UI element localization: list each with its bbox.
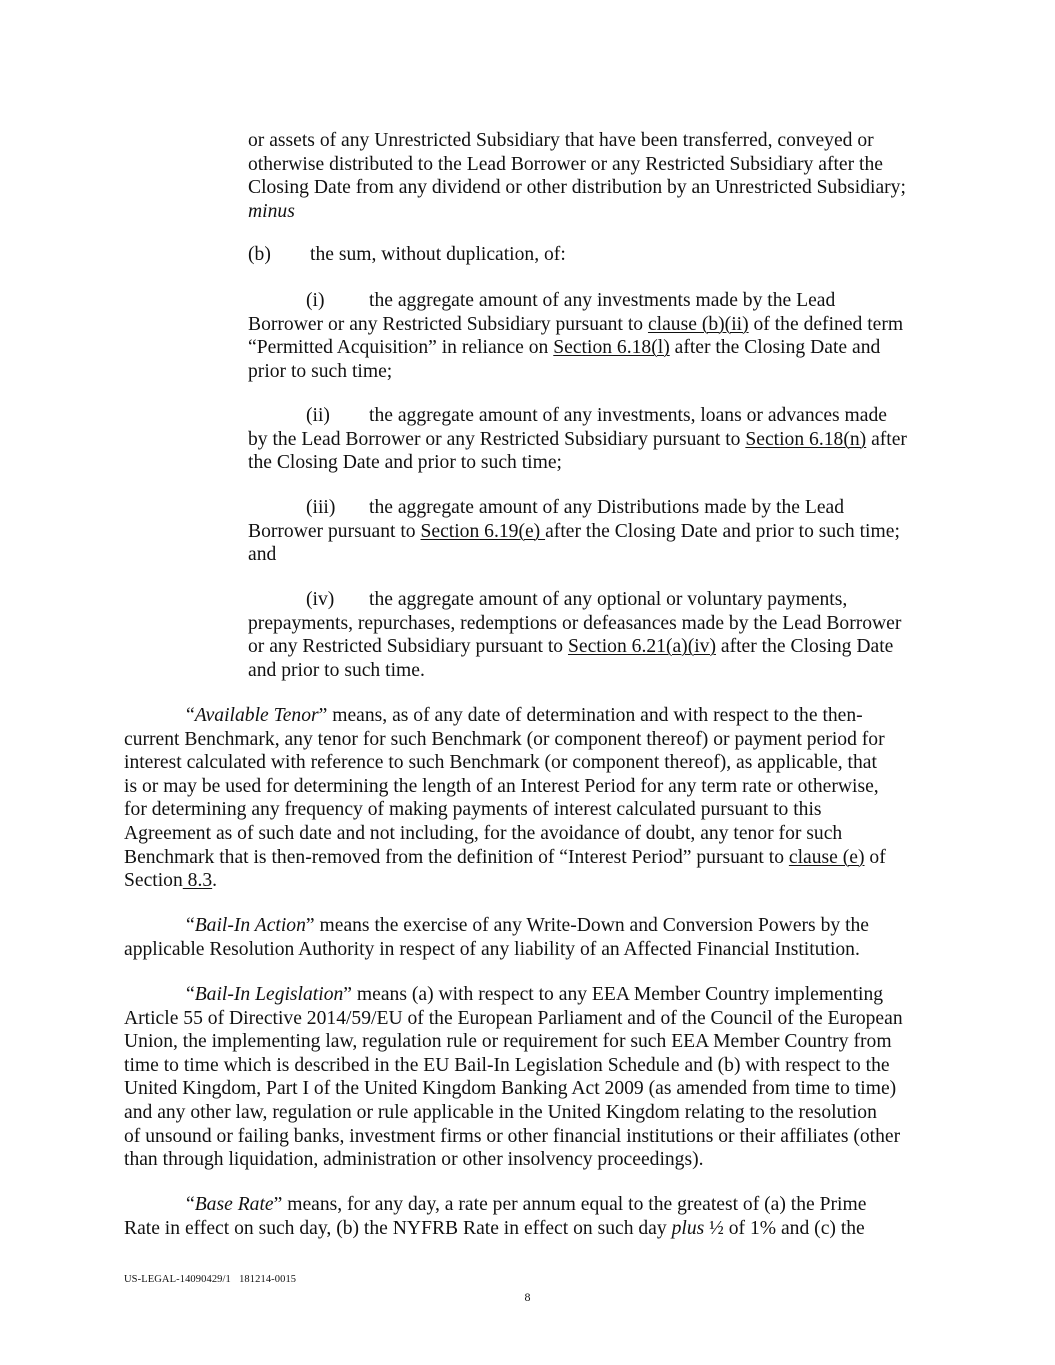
clause-b	[248, 243, 931, 267]
text-line: Closing Date from any dividend or other distribution by an Unrestricted Subsidiary;	[248, 177, 906, 199]
definition-bail-in-legislation: “Bail-In Legislation” means (a) with respect to any EEA Member Country implementing Article 55 of Directive 2014/59/EU of the European Parliament and of the Council of the European Union, the implementing law, regulation rule or requirement for such EEA Member Country from time to time which is described in the EU Bail-In Legislation Schedule and (b) with respect to the United Kingdom, Part I of the United Kingdom Banking Act 2009 (as amended from time to time) and any other law, regulation or rule applicable in the United Kingdom relating to the resolution of unsound or failing banks, investment firms or other financial institutions or their affiliates (other than through liquidation, administration or other insolvency proceedings).	[124, 984, 903, 1171]
text-line: or assets of any Unrestricted Subsidiary that have been transferred, conveyed or	[248, 130, 874, 151]
sub-clause-iii: (iii) the aggregate amount of any Distributions made by the Lead Borrower pursuant to Section 6.19(e) after the Closing Date and prior to such time; and	[248, 497, 900, 566]
clause-text: the sum, without duplication, of:	[310, 244, 566, 265]
clause-label: (iii)	[306, 497, 336, 518]
clause-label: (i)	[306, 290, 325, 311]
section-reference-link[interactable]: Section 6.21(a)(iv)	[567, 636, 716, 658]
defined-term: Available Tenor	[194, 705, 319, 726]
minus-word: minus	[248, 200, 295, 222]
section-reference-link[interactable]: 8.3	[182, 870, 213, 892]
defined-term: Base Rate	[194, 1194, 274, 1215]
document-id: US-LEGAL-14090429/1 181214-0015	[124, 1274, 297, 1285]
section-reference-link[interactable]: Section 6.18(l)	[553, 337, 670, 359]
text-line	[248, 200, 931, 224]
section-reference-link[interactable]: Section 6.19(e)	[420, 520, 546, 542]
defined-term: Bail-In Action	[194, 915, 306, 936]
page-number: 8	[524, 1290, 531, 1304]
intro-paragraph	[248, 129, 931, 223]
clause-label: (ii)	[306, 405, 330, 426]
defined-term: Bail-In Legislation	[194, 984, 344, 1005]
sub-clause-i: (i) the aggregate amount of any investments made by the Lead Borrower or any Restricted Subsidiary pursuant to clause (b)(ii) of the defined term “Permitted Acquisition” in reliance on Section 6.18(l) after the Closing Date and prior to such time;	[248, 290, 904, 382]
section-reference-link[interactable]: clause (b)(ii)	[647, 313, 749, 335]
definition-base-rate: “Base Rate” means, for any day, a rate per annum equal to the greatest of (a) the Prime Rate in effect on such day, (b) the NYFRB Rate in effect on such day plus ½ of 1% and (c) the	[124, 1194, 867, 1239]
definition-available-tenor: “Available Tenor” means, as of any date of determination and with respect to the then- current Benchmark, any tenor for such Benchmark (or component thereof) or payment period for interest calculated with reference to such Benchmark (or component thereof), as applicable, that is or may be used for determining the length of an Interest Period for any term rate or otherwise, for determining any frequency of making payments of interest calculated pursuant to this Agreement as of such date and not including, for the avoidance of doubt, any tenor for such Benchmark that is then-removed from the definition of “Interest Period” pursuant to clause (e) of Section 8.3.	[124, 705, 886, 892]
section-reference-link[interactable]: Section 6.18(n)	[745, 428, 867, 450]
text-line: otherwise distributed to the Lead Borrower or any Restricted Subsidiary after the	[248, 153, 883, 175]
clause-label: (b)	[248, 244, 271, 265]
sub-clause-ii: (ii) the aggregate amount of any investments, loans or advances made by the Lead Borrower or any Restricted Subsidiary pursuant to Section 6.18(n) after the Closing Date and prior to such time;	[248, 405, 907, 474]
sub-clause-iv: (iv) the aggregate amount of any optional or voluntary payments, prepayments, repurchases, redemptions or defeasances made by the Lead Borrower or any Restricted Subsidiary pursuant to Section 6.21(a)(iv) after the Closing Date and prior to such time.	[248, 589, 902, 681]
section-reference-link[interactable]: clause (e)	[788, 846, 865, 868]
definition-bail-in-action: “Bail-In Action” means the exercise of any Write-Down and Conversion Powers by the applicable Resolution Authority in respect of any liability of an Affected Financial Institution.	[124, 915, 870, 960]
clause-label: (iv)	[306, 589, 335, 610]
